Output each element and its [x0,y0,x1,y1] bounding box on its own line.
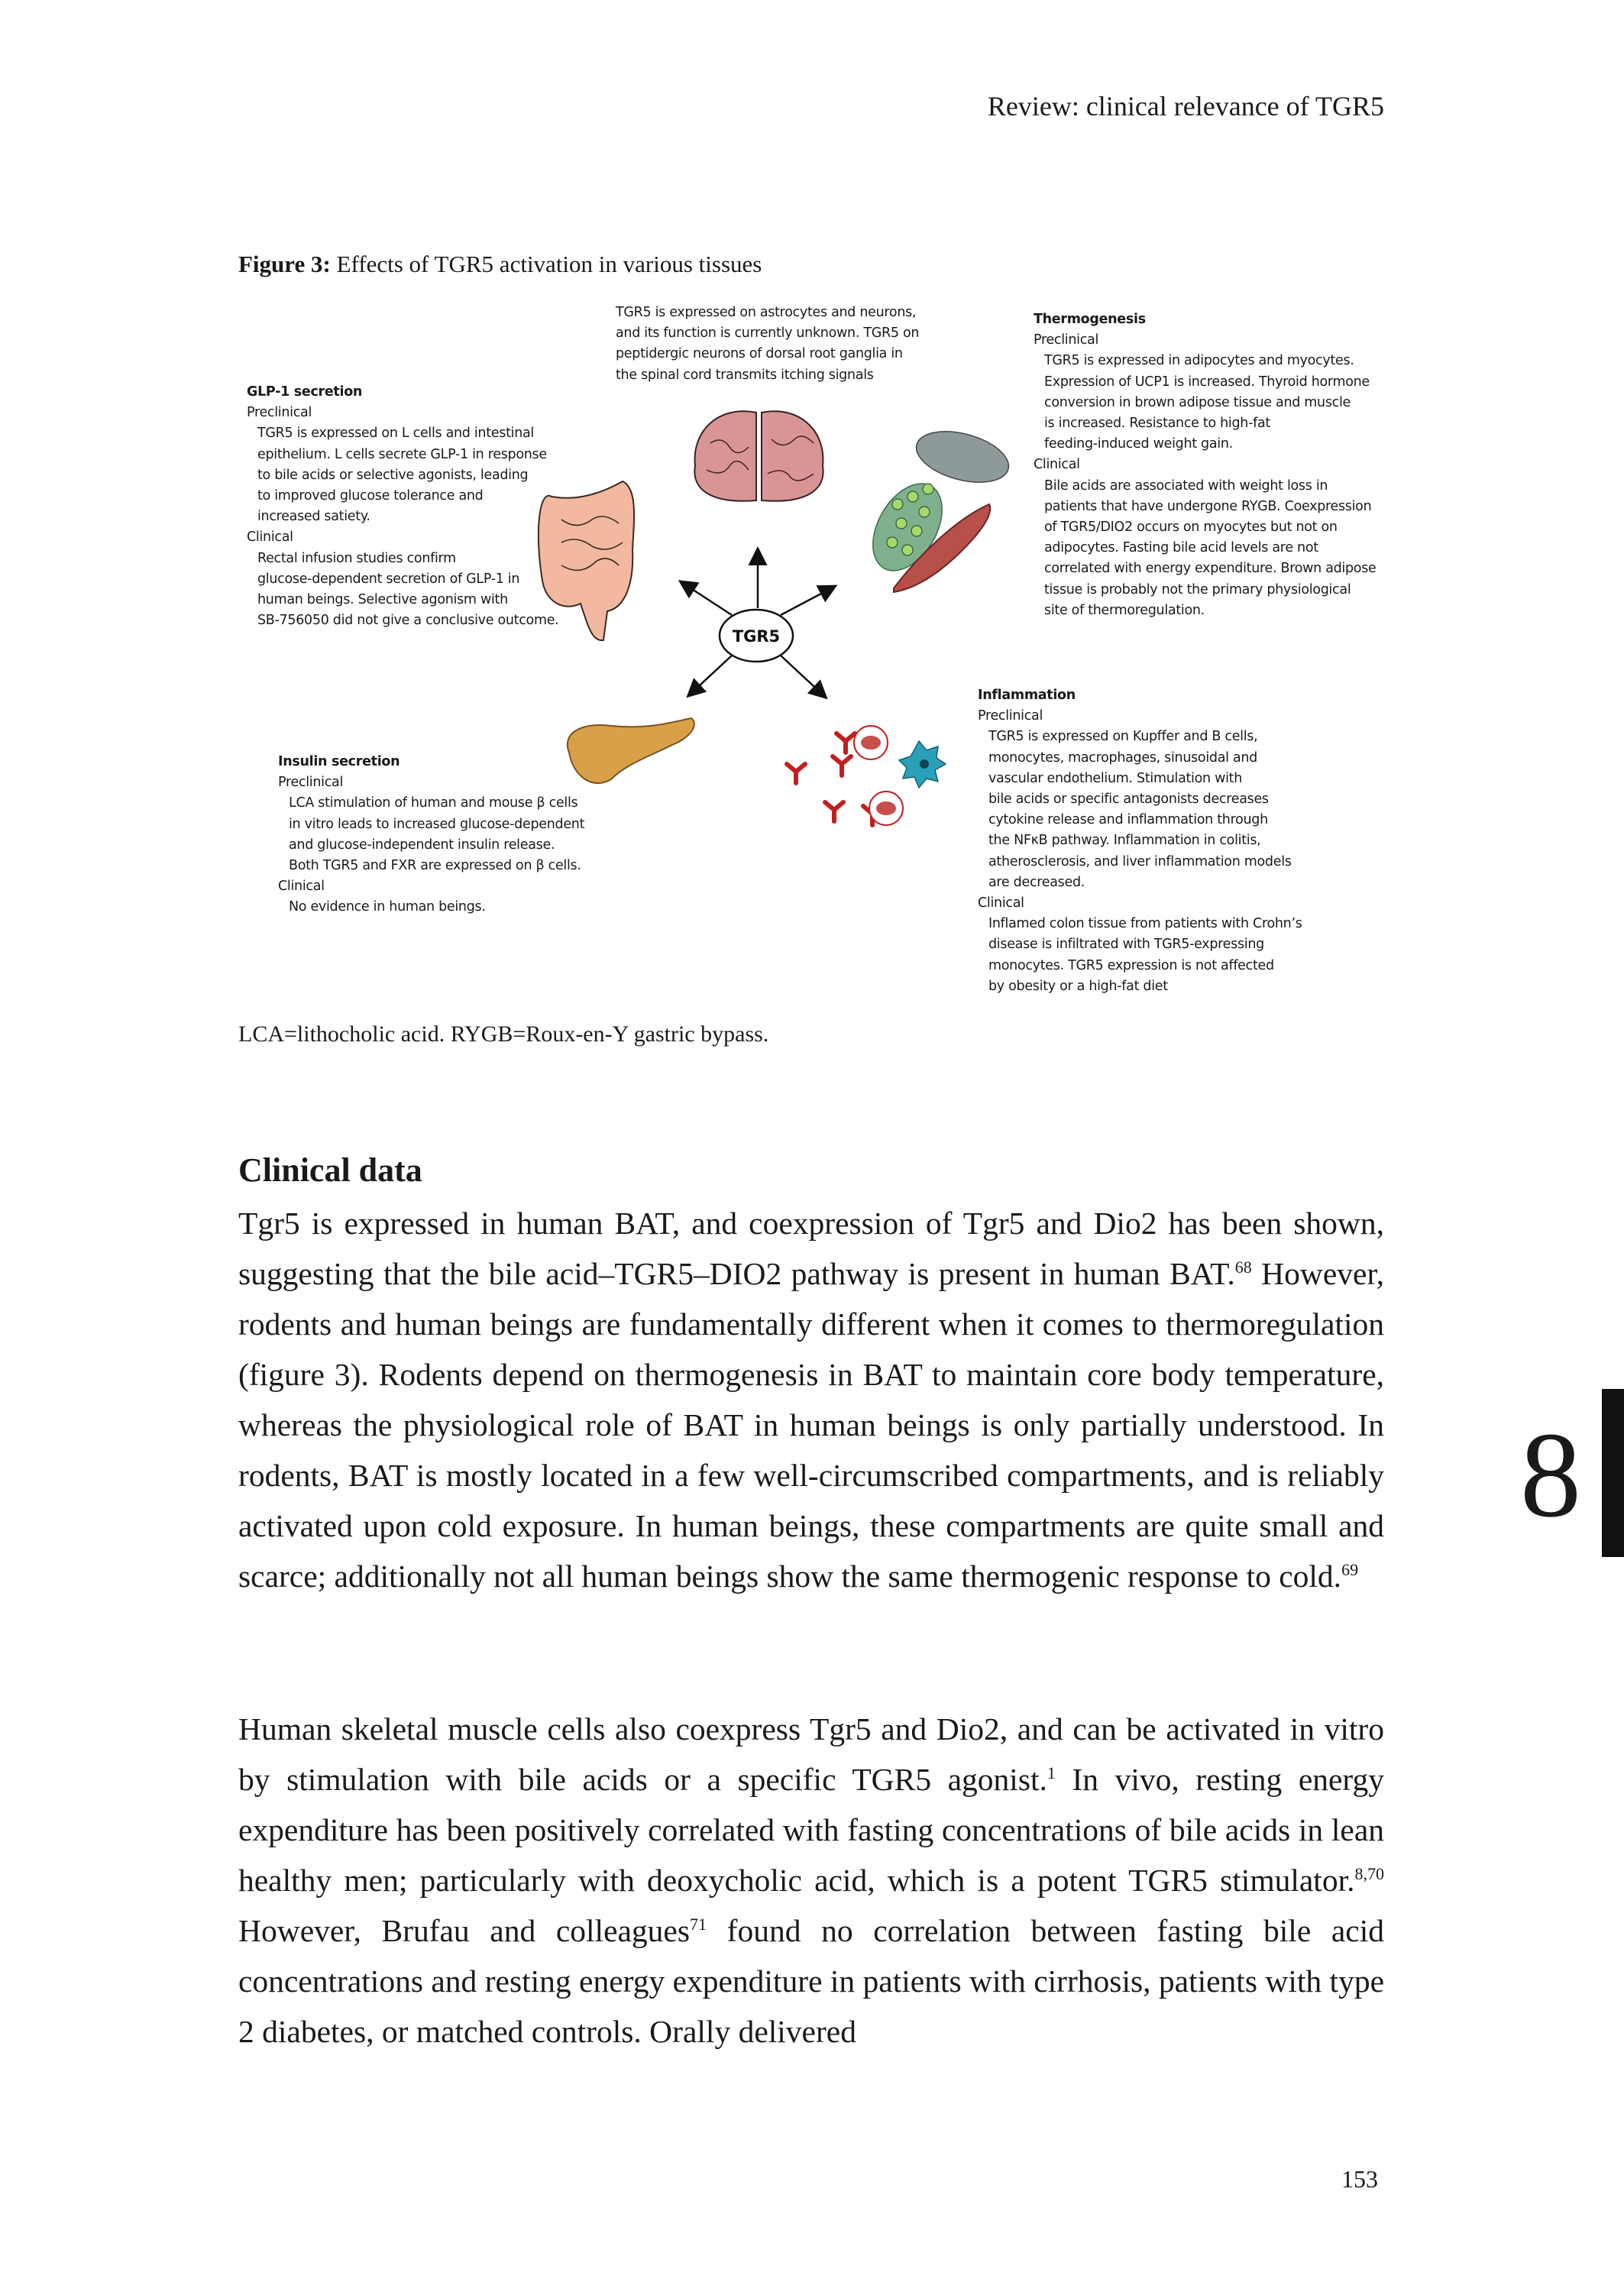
insulin-heading: Insulin secretion [278,754,400,769]
reference-superscript: 68 [1234,1258,1252,1277]
text-line: Rectal infusion studies confirm [257,550,456,566]
pancreas-icon [568,718,694,783]
text-line: Bile acids are associated with weight loss in [1044,478,1328,494]
figure-label: Figure 3: [238,251,331,277]
chapter-tab-marker [1602,1389,1624,1557]
clinical-label: Clinical [278,879,325,895]
text-line: Inflamed colon tissue from patients with Crohn’s [988,916,1302,932]
text-line: human beings. Selective agonism with [257,592,508,608]
figure-footnote: LCA=lithocholic acid. RYGB=Roux-en-Y gastric bypass. [238,1021,769,1047]
text-line: epithelium. L cells secrete GLP-1 in response [257,446,547,462]
text-line: increased satiety. [257,509,370,525]
paragraph-text: In vivo, resting energy expenditure has been positively correlated with fasting concentrations of bile acids in lean healthy men; particularly with deoxycholic acid, which is a potent TGR5 stimulator. [238,1762,1384,1898]
reference-superscript: 8,70 [1354,1864,1384,1884]
text-line: to bile acids or selective agonists, leading [257,467,529,483]
text-line: patients that have undergone RYGB. Coexpression [1044,498,1372,514]
macrophage-icon [899,741,946,788]
tgr5-node-label: TGR5 [732,627,781,646]
text-line: in vitro leads to increased glucose-dependent [289,816,585,832]
inflammation-text [978,685,1302,997]
text-line: tissue is probably not the primary physiological [1044,581,1351,597]
body-paragraph [238,1198,1384,1601]
preclinical-label: Preclinical [278,775,344,791]
reference-superscript: 69 [1341,1560,1359,1580]
inflammation-heading: Inflammation [978,688,1076,703]
text-line: TGR5 is expressed in adipocytes and myocytes. [1044,353,1354,369]
text-line: disease is infiltrated with TGR5-expressing [988,937,1264,953]
paragraph-text: However, rodents and human beings are fundamentally different when it comes to thermoregulation (figure 3). Rodents depend on thermogenesis in BAT to maintain core body temperature, whereas the physiological role of BAT in human beings is only partially understood. In rodents, BAT is mostly located in a few well-circumscribed compartments, and is reliably activated upon cold exposure. In human beings, these compartments are quite small and scarce; additionally not all human beings show the same thermogenic response to cold. [238,1256,1384,1594]
clinical-label: Clinical [247,529,293,545]
figure-title: Effects of TGR5 activation in various tissues [330,251,762,277]
text-line: TGR5 is expressed on Kupffer and B cells, [988,729,1258,745]
text-line: monocytes, macrophages, sinusoidal and [988,749,1257,766]
preclinical-label: Preclinical [247,405,312,421]
text-line: No evidence in human beings. [289,899,486,915]
text-line: monocytes. TGR5 expression is not affected [988,957,1274,973]
red-blood-cells-icon [854,726,903,825]
text-line: LCA stimulation of human and mouse β cells [289,795,578,811]
neuro-text [616,303,919,386]
text-line: Expression of UCP1 is increased. Thyroid hormone [1044,374,1370,390]
text-line: SB-756050 did not give a conclusive outcome. [257,613,559,629]
text-line: the NFκB pathway. Inflammation in colitis, [988,833,1261,849]
body-paragraph [238,1704,1384,2057]
text-line: Both TGR5 and FXR are expressed on β cells. [289,858,581,874]
text-line: conversion in brown adipose tissue and muscle [1044,394,1351,410]
tgr5-diagram [0,0,1624,1024]
brain-icon [694,411,823,500]
text-line: to improved glucose tolerance and [257,488,484,504]
neuro-line: peptidergic neurons of dorsal root ganglia in [616,346,903,362]
paragraph-text: However, Brufau and colleagues [238,1913,690,1948]
reference-superscript: 71 [690,1915,707,1934]
paragraph-text: Human skeletal muscle cells also coexpress Tgr5 and Dio2, and can be activated in vitro by stimulation with bile acids or a specific TGR5 agonist. [238,1711,1384,1797]
text-line: bile acids or specific antagonists decreases [988,792,1269,808]
preclinical-label: Preclinical [1034,332,1099,348]
text-line: TGR5 is expressed on L cells and intestinal [257,426,534,442]
glp1-text [247,382,558,631]
glp1-heading: GLP-1 secretion [247,384,363,400]
neuro-line: the spinal cord transmits itching signals [616,367,874,383]
section-heading: Clinical data [238,1151,422,1189]
text-line: glucose-dependent secretion of GLP-1 in [257,571,520,587]
neuro-line: and its function is currently unknown. TGR5 on [616,325,920,342]
text-line: cytokine release and inflammation through [988,812,1268,828]
running-head: Review: clinical relevance of TGR5 [987,91,1384,121]
text-line: correlated with energy expenditure. Brown adipose [1044,561,1377,577]
paragraph-text: Tgr5 is expressed in human BAT, and coexpression of Tgr5 and Dio2 has been shown, suggesting that the bile acid–TGR5–DIO2 pathway is present in human BAT. [238,1206,1384,1291]
text-line: adipocytes. Fasting bile acid levels are not [1044,540,1318,556]
preclinical-label: Preclinical [978,708,1043,724]
page-number: 153 [1341,2165,1378,2193]
thermogenesis-text [1034,309,1377,621]
text-line: atherosclerosis, and liver inflammation models [988,853,1292,869]
text-line: vascular endothelium. Stimulation with [988,770,1243,786]
neuro-line: TGR5 is expressed on astrocytes and neurons, [616,305,917,320]
text-line: site of thermoregulation. [1044,602,1205,618]
text-line: by obesity or a high-fat diet [988,978,1168,994]
text-line: and glucose-independent insulin release. [289,837,555,853]
text-line: of TGR5/DIO2 occurs on myocytes but not on [1044,520,1338,536]
insulin-text [278,752,584,918]
thermogenesis-heading: Thermogenesis [1034,312,1146,327]
paragraph-text: found no correlation between fasting bile acid concentrations and resting energy expenditure in patients with cirrhosis, patients with type 2 diabetes, or matched controls. Orally delivered [238,1913,1384,2049]
clinical-label: Clinical [978,895,1024,911]
text-line: feeding-induced weight gain. [1044,436,1233,452]
clinical-label: Clinical [1034,457,1080,473]
chapter-number: 8 [1520,1407,1581,1543]
reference-superscript: 1 [1047,1763,1056,1783]
text-line: is increased. Resistance to high-fat [1044,416,1270,432]
text-line: are decreased. [988,874,1085,890]
